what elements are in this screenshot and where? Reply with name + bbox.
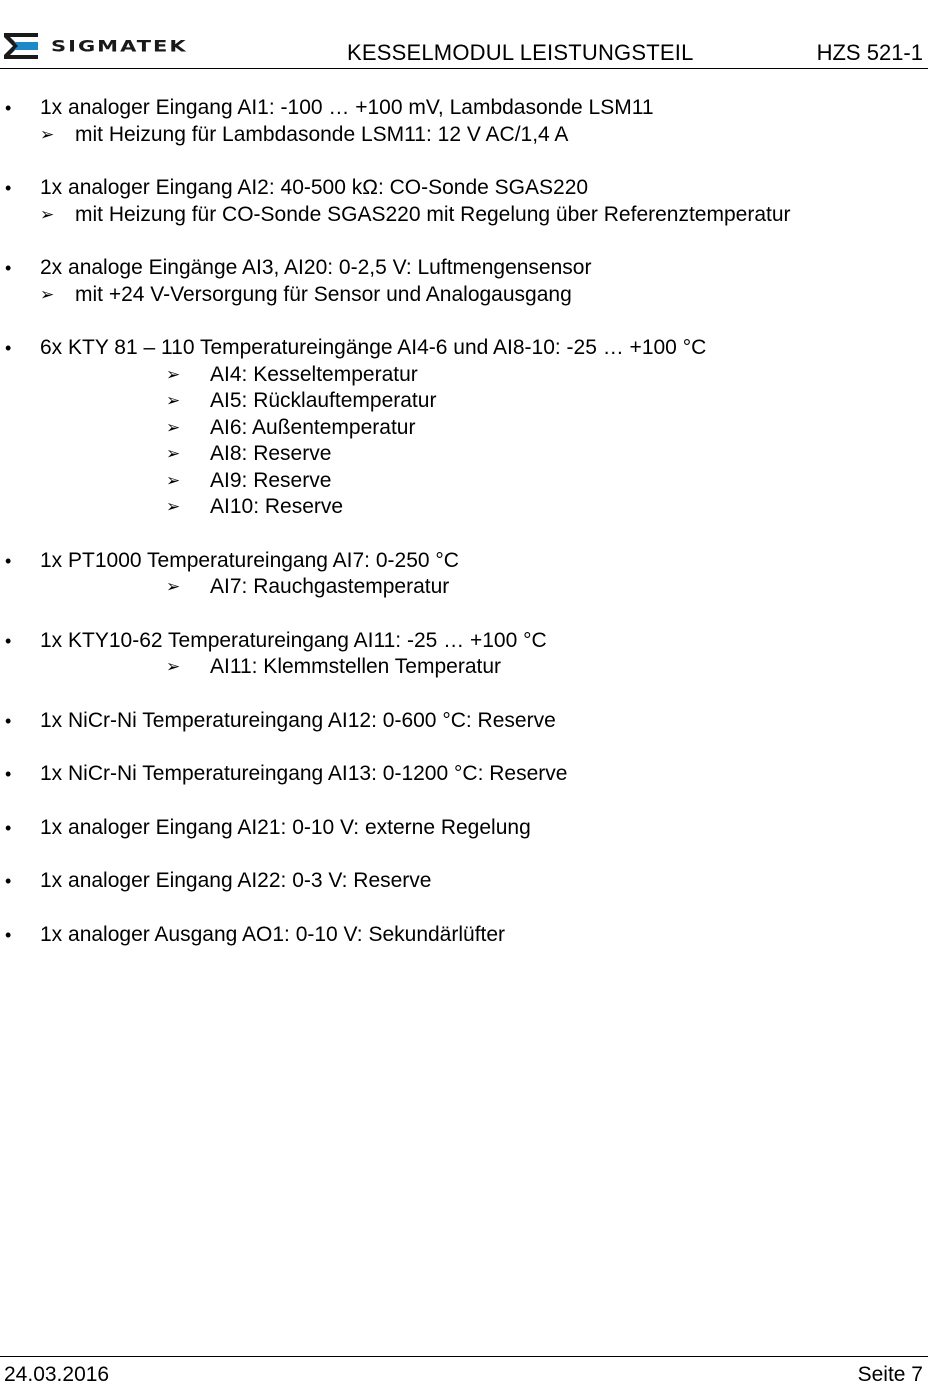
sub-spec-line xyxy=(0,122,928,149)
bullet-icon: • xyxy=(5,178,12,198)
sub-spec-line xyxy=(0,441,928,468)
arrow-bullet-icon: ➢ xyxy=(166,444,181,463)
spec-item xyxy=(0,548,928,601)
spec-text: 1x analoger Eingang AI21: 0-10 V: externe Regelung xyxy=(40,815,531,839)
arrow-bullet-icon: ➢ xyxy=(166,470,181,490)
sub-spec-text: AI5: Rücklauftemperatur xyxy=(210,389,437,412)
sub-spec-line xyxy=(0,415,928,442)
spec-line xyxy=(0,175,928,202)
sigmatek-logo-icon xyxy=(4,33,38,59)
arrow-bullet-icon: ➢ xyxy=(40,284,55,304)
spec-line xyxy=(0,628,928,655)
page-number: Seite 7 xyxy=(857,1363,923,1386)
spec-text: 1x analoger Ausgang AO1: 0-10 V: Sekundärlüfter xyxy=(40,922,506,946)
sub-spec-line xyxy=(0,494,928,521)
sub-spec-text: mit +24 V-Versorgung für Sensor und Analogausgang xyxy=(75,282,572,306)
arrow-bullet-icon: ➢ xyxy=(166,391,181,410)
spec-text: 1x PT1000 Temperatureingang AI7: 0-250 °C xyxy=(40,548,459,572)
bullet-icon: • xyxy=(5,871,12,891)
spec-text: 6x KTY 81 – 110 Temperatureingänge AI4-6 und AI8-10: -25 … +100 °C xyxy=(40,336,707,359)
spec-text: 1x NiCr-Ni Temperatureingang AI13: 0-1200 °C: Reserve xyxy=(40,762,568,785)
spec-line xyxy=(0,815,928,842)
spec-line xyxy=(0,548,928,575)
document-title: KESSELMODUL LEISTUNGSTEIL xyxy=(347,40,694,65)
spec-line xyxy=(0,922,928,949)
arrow-bullet-icon: ➢ xyxy=(166,417,181,437)
page-header xyxy=(0,0,928,69)
sub-spec-line xyxy=(0,574,928,601)
spec-text: 1x NiCr-Ni Temperatureingang AI12: 0-600 °C: Reserve xyxy=(40,708,556,732)
bullet-icon: • xyxy=(5,550,12,571)
spec-line xyxy=(0,335,928,362)
logo-wordmark: SIGMATEK xyxy=(51,36,188,56)
spec-item xyxy=(0,708,928,735)
sub-spec-line xyxy=(0,388,928,415)
spec-item xyxy=(0,255,928,308)
page-footer xyxy=(0,1356,928,1392)
spec-item xyxy=(0,175,928,228)
sub-spec-text: mit Heizung für Lambdasonde LSM11: 12 V AC/1,4 A xyxy=(75,122,569,146)
sub-spec-text: mit Heizung für CO-Sonde SGAS220 mit Regelung über Referenztemperatur xyxy=(75,202,791,226)
bullet-icon: • xyxy=(5,338,12,358)
sub-spec-text: AI10: Reserve xyxy=(210,495,344,518)
spec-item xyxy=(0,868,928,895)
sub-spec-text: AI8: Reserve xyxy=(210,442,332,465)
bullet-icon: • xyxy=(5,764,12,784)
spec-line xyxy=(0,95,928,122)
sub-spec-text: AI11: Klemmstellen Temperatur xyxy=(210,655,502,678)
sigmatek-logo xyxy=(4,33,188,59)
sub-spec-text: AI4: Kesseltemperatur xyxy=(210,362,418,386)
spec-item xyxy=(0,761,928,788)
sub-spec-text: AI6: Außentemperatur xyxy=(210,415,416,439)
spec-line xyxy=(0,255,928,282)
arrow-bullet-icon: ➢ xyxy=(166,577,181,596)
spec-line xyxy=(0,761,928,788)
bullet-icon: • xyxy=(5,98,12,118)
specification-list xyxy=(0,95,928,975)
arrow-bullet-icon: ➢ xyxy=(166,657,181,676)
spec-item xyxy=(0,815,928,842)
arrow-bullet-icon: ➢ xyxy=(40,124,55,144)
sub-spec-line xyxy=(0,362,928,389)
spec-text: 1x analoger Eingang AI2: 40-500 kΩ: CO-Sonde SGAS220 xyxy=(40,176,589,199)
sub-spec-line xyxy=(0,282,928,309)
arrow-bullet-icon: ➢ xyxy=(40,204,55,224)
spec-line xyxy=(0,868,928,895)
spec-item xyxy=(0,628,928,681)
bullet-icon: • xyxy=(5,817,12,838)
sub-spec-text: AI9: Reserve xyxy=(210,468,332,492)
arrow-bullet-icon: ➢ xyxy=(166,497,181,516)
document-code: HZS 521-1 xyxy=(816,40,923,65)
bullet-icon: • xyxy=(5,924,12,945)
bullet-icon: • xyxy=(5,710,12,731)
spec-text: 1x analoger Eingang AI22: 0-3 V: Reserve xyxy=(40,869,432,892)
arrow-bullet-icon: ➢ xyxy=(166,364,181,384)
spec-item xyxy=(0,922,928,949)
spec-text: 1x analoger Eingang AI1: -100 … +100 mV, Lambdasonde LSM11 xyxy=(40,96,654,119)
spec-text: 2x analoge Eingänge AI3, AI20: 0-2,5 V: Luftmengensensor xyxy=(40,256,592,279)
spec-line xyxy=(0,708,928,735)
sub-spec-line xyxy=(0,468,928,495)
footer-date: 24.03.2016 xyxy=(4,1363,110,1386)
spec-item xyxy=(0,95,928,148)
sub-spec-line xyxy=(0,654,928,681)
spec-text: 1x KTY10-62 Temperatureingang AI11: -25 … +100 °C xyxy=(40,628,547,652)
sub-spec-text: AI7: Rauchgastemperatur xyxy=(210,575,450,598)
bullet-icon: • xyxy=(5,630,12,651)
spec-item xyxy=(0,335,928,521)
sub-spec-line xyxy=(0,202,928,229)
bullet-icon: • xyxy=(5,258,12,278)
